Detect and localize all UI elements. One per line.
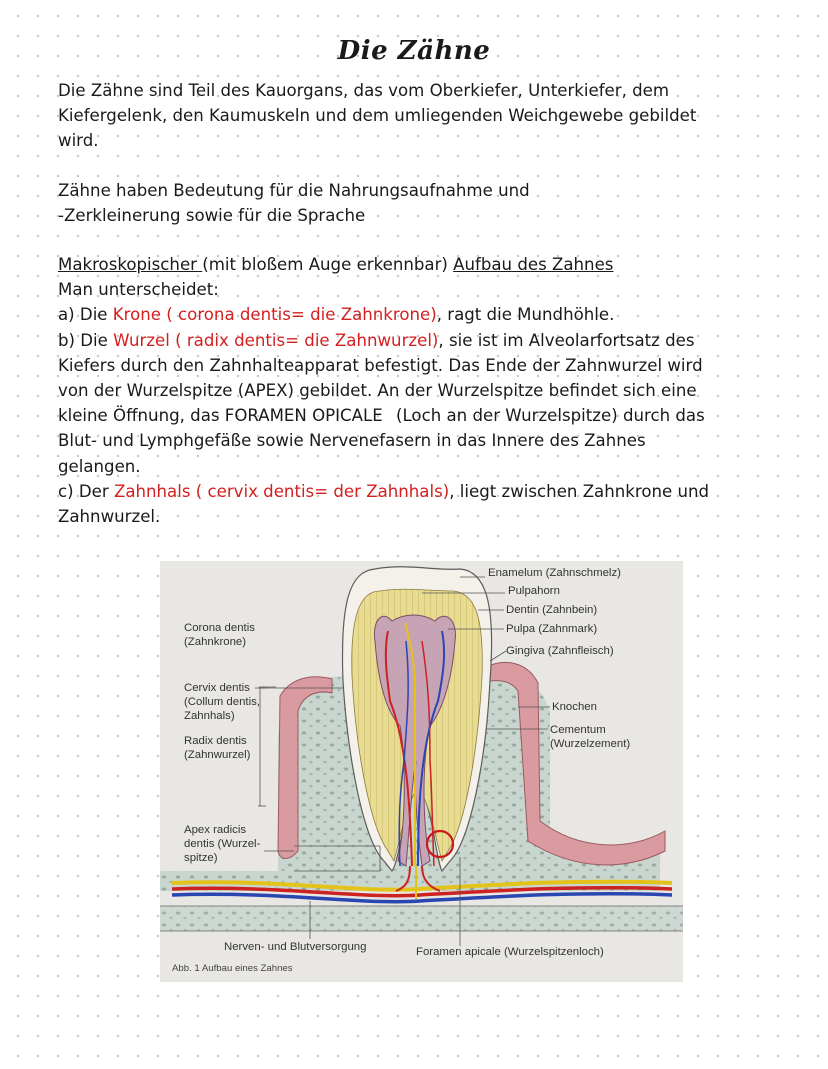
item-c-term: Zahnhals ( cervix dentis= der Zahnhals) bbox=[113, 481, 450, 501]
section-heading bbox=[58, 252, 788, 277]
item-b-line: Kiefers durch den Zahnhalteapparat befestigt. Das Ende der Zahnwurzel wird bbox=[58, 355, 703, 375]
label-cementum: (Wurzelzement) bbox=[550, 738, 631, 750]
item-b-prefix: b) Die bbox=[58, 330, 114, 350]
intro-line: wird. bbox=[58, 131, 99, 151]
heading-underlined: Aufbau des Zahnes bbox=[453, 255, 614, 275]
label-enamelum: Enamelum (Zahnschmelz) bbox=[488, 567, 621, 579]
item-b-line: von der Wurzelspitze (APEX) gebildet. An der Wurzelspitze befindet sich eine bbox=[58, 381, 697, 401]
label-corona: (Zahnkrone) bbox=[184, 636, 247, 648]
function-line: Zähne haben Bedeutung für die Nahrungsaufnahme und bbox=[58, 180, 530, 200]
label-gingiva: Gingiva (Zahnfleisch) bbox=[506, 645, 614, 657]
label-apex: Apex radicis bbox=[184, 824, 247, 836]
item-a-text: , ragt die Mundhöhle. bbox=[436, 305, 615, 325]
item-c-text: , liegt zwischen Zahnkrone und bbox=[449, 481, 710, 501]
heading-underlined: Makroskopischer bbox=[58, 255, 203, 275]
function-line: -Zerkleinerung sowie für die Sprache bbox=[58, 205, 366, 225]
label-cervix: Zahnhals) bbox=[184, 710, 235, 722]
label-apex: dentis (Wurzel- bbox=[184, 838, 261, 850]
figure-caption: Abb. 1 Aufbau eines Zahnes bbox=[172, 963, 293, 974]
item-a-term: Krone ( corona dentis= die Zahnkrone) bbox=[112, 305, 437, 325]
item-c bbox=[58, 479, 788, 504]
label-dentin: Dentin (Zahnbein) bbox=[506, 604, 598, 616]
item-b-term: Wurzel ( radix dentis= die Zahnwurzel) bbox=[113, 330, 439, 350]
intro-line: Kiefergelenk, den Kaumuskeln und dem umliegenden Weichgewebe gebildet bbox=[58, 106, 697, 126]
label-apex: spitze) bbox=[184, 852, 218, 864]
item-c-line: Zahnwurzel. bbox=[58, 507, 161, 527]
distinguish-line: Man unterscheidet: bbox=[58, 280, 219, 300]
label-cervix: (Collum dentis, bbox=[184, 696, 260, 708]
item-a-prefix: a) Die bbox=[58, 305, 113, 325]
label-pulpahorn: Pulpahorn bbox=[508, 585, 560, 597]
intro-line: Die Zähne sind Teil des Kauorgans, das vom Oberkiefer, Unterkiefer, dem bbox=[58, 81, 670, 100]
item-b-line: gelangen. bbox=[58, 456, 141, 476]
label-radix: (Zahnwurzel) bbox=[184, 749, 251, 761]
item-b-line bbox=[58, 403, 788, 428]
label-corona: Corona dentis bbox=[184, 622, 255, 634]
label-cervix: Cervix dentis bbox=[184, 682, 250, 694]
item-b bbox=[58, 328, 788, 353]
item-b-text: , sie ist im Alveolarfortsatz des bbox=[438, 330, 695, 350]
label-radix: Radix dentis bbox=[184, 735, 247, 747]
page-title: Die Zähne bbox=[337, 36, 491, 66]
body-text bbox=[58, 78, 788, 529]
label-foramen: Foramen apicale (Wurzelspitzenloch) bbox=[416, 946, 604, 958]
label-cementum: Cementum bbox=[550, 724, 606, 736]
foramen-term: kleine Öffnung, das FORAMEN OPICALE bbox=[58, 406, 383, 426]
item-a bbox=[58, 302, 788, 327]
tooth-diagram bbox=[160, 561, 683, 982]
label-pulpa: Pulpa (Zahnmark) bbox=[506, 623, 598, 635]
label-knochen: Knochen bbox=[552, 701, 597, 713]
foramen-note: (Loch an der Wurzelspitze) durch das bbox=[390, 406, 705, 426]
item-b-line: Blut- und Lymphgefäße sowie Nervenefasern in das Innere des Zahnes bbox=[58, 431, 646, 451]
label-nerven: Nerven- und Blutversorgung bbox=[224, 941, 367, 953]
item-c-prefix: c) Der bbox=[58, 481, 114, 501]
heading-note: (mit bloßem Auge erkennbar) bbox=[202, 255, 454, 275]
